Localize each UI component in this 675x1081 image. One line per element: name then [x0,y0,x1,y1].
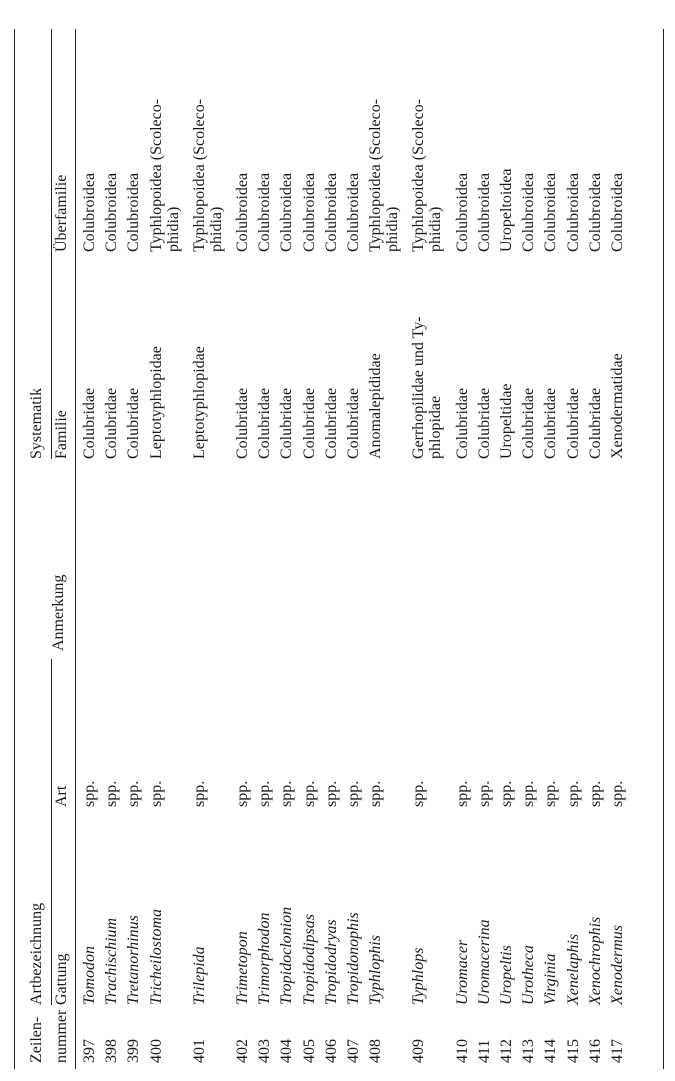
row-familie: Colubridae [81,387,98,459]
row-gattung: Uropeltis [498,945,515,1005]
row-ueberfamilie: Colubroidea [300,172,318,252]
row-nummer: 411 [475,1039,493,1063]
row-ueberfamilie: Colubroidea [542,172,560,252]
row-familie: Colubridae [475,387,493,459]
row-gattung: Typhlops [410,947,428,1005]
row-art: spp. [322,780,340,807]
row-familie: Colubridae [125,387,143,459]
row-art: spp. [103,780,121,807]
row-nummer: 409 [410,1039,428,1063]
row-art: spp. [147,780,165,807]
row-familie-continued: phlopidae [427,395,445,459]
row-familie: Xenodermatidae [609,353,626,459]
row-nummer: 397 [81,1039,98,1063]
row-gattung: Uromacer [453,939,471,1005]
row-ueberfamilie: Colubroidea [103,172,121,252]
top-rule [14,29,15,1069]
row-gattung: Tropidodryas [322,919,340,1005]
row-familie: Colubridae [345,387,362,459]
row-art: spp. [81,780,98,807]
row-gattung: Xenodermus [609,925,626,1005]
row-ueberfamilie-continued: phidia) [384,206,402,252]
row-nummer: 398 [103,1039,121,1063]
row-ueberfamilie: Typhlopoidea (Scoleco- [410,98,428,252]
header-zeilennummer-line2: nummer [53,1009,70,1063]
row-familie: Colubridae [520,387,538,459]
row-art: spp. [256,780,274,807]
row-art: spp. [410,780,428,807]
row-familie: Anomalepididae [367,353,385,459]
row-familie: Colubridae [234,387,251,459]
bottom-rule [663,29,664,1069]
row-gattung: Typhlophis [367,935,385,1005]
row-art: spp. [367,780,385,807]
header-systematik: Systematik [28,387,45,459]
row-nummer: 403 [256,1039,274,1063]
row-nummer: 399 [125,1039,143,1063]
row-gattung: Xenelaphis [564,933,582,1005]
row-art: spp. [345,780,362,807]
row-gattung: Uromacerina [475,919,493,1005]
header-art: Art [53,785,70,807]
row-gattung: Tretanorhinus [125,915,143,1005]
row-nummer: 402 [234,1039,251,1063]
row-ueberfamilie: Uropeltoidea [498,168,515,252]
row-nummer: 415 [564,1039,582,1063]
row-art: spp. [475,780,493,807]
row-gattung: Trimorphodon [256,912,274,1005]
row-art: spp. [190,780,208,807]
row-familie: Uropeltidae [498,383,515,459]
row-nummer: 414 [542,1039,560,1063]
row-ueberfamilie: Colubroidea [256,172,274,252]
row-art: spp. [520,780,538,807]
row-ueberfamilie: Typhlopoidea (Scoleco- [147,98,165,252]
row-ueberfamilie: Typhlopoidea (Scoleco- [190,98,208,252]
row-gattung: Xenochrophis [586,916,604,1005]
row-familie: Colubridae [453,387,471,459]
row-art: spp. [609,780,626,807]
row-ueberfamilie: Colubroidea [81,172,98,252]
row-familie: Colubridae [542,387,560,459]
row-ueberfamilie: Colubroidea [520,172,538,252]
row-ueberfamilie: Typhlopoidea (Scoleco- [367,98,385,252]
row-familie: Colubridae [278,387,296,459]
row-ueberfamilie: Colubroidea [322,172,340,252]
row-gattung: Tropidoclonion [278,906,296,1005]
row-nummer: 413 [520,1039,538,1063]
row-familie: Colubridae [322,387,340,459]
row-art: spp. [125,780,143,807]
row-nummer: 404 [278,1039,296,1063]
row-nummer: 408 [367,1039,385,1063]
row-ueberfamilie-continued: phidia) [427,206,445,252]
row-ueberfamilie-continued: phidia) [207,206,225,252]
row-nummer: 401 [190,1039,208,1063]
row-familie: Gerrhopilidae und Ty- [410,316,428,459]
row-art: spp. [564,780,582,807]
header-gattung: Gattung [53,953,70,1005]
row-art: spp. [453,780,471,807]
row-art: spp. [278,780,296,807]
row-nummer: 400 [147,1039,165,1063]
header-artbezeichnung: Artbezeichnung [28,902,45,1005]
row-familie: Leptotyphlopidae [190,346,208,459]
row-ueberfamilie: Colubroidea [234,172,251,252]
row-ueberfamilie: Colubroidea [345,172,362,252]
row-nummer: 416 [586,1039,604,1063]
row-ueberfamilie-continued: phidia) [164,206,182,252]
row-gattung: Tropidonophis [345,912,362,1005]
header-zeilennummer-line1: Zeilen- [28,1016,45,1063]
row-nummer: 406 [322,1039,340,1063]
row-gattung: Tropidodipsas [300,914,318,1005]
row-familie: Leptotyphlopidae [147,346,165,459]
row-art: spp. [300,780,318,807]
header-bottom-rule [75,29,76,1069]
header-ueberfamilie: Überfamilie [53,174,70,252]
row-familie: Colubridae [564,387,582,459]
row-nummer: 417 [609,1039,626,1063]
row-gattung: Urotheca [520,945,538,1005]
row-art: spp. [586,780,604,807]
row-ueberfamilie: Colubroidea [475,172,493,252]
row-ueberfamilie: Colubroidea [125,172,143,252]
header-familie: Familie [53,410,70,459]
row-nummer: 412 [498,1039,515,1063]
row-art: spp. [498,780,515,807]
header-anmerkung: Anmerkung [50,574,67,651]
row-gattung: Tricheilostoma [147,908,165,1005]
row-nummer: 410 [453,1039,471,1063]
row-ueberfamilie: Colubroidea [609,172,626,252]
group-rule-artbezeichnung [51,659,52,1005]
row-gattung: Virginia [542,953,560,1005]
row-nummer: 405 [300,1039,318,1063]
row-ueberfamilie: Colubroidea [586,172,604,252]
row-gattung: Trimetopon [234,931,251,1005]
row-art: spp. [234,780,251,807]
row-familie: Colubridae [586,387,604,459]
row-art: spp. [542,780,560,807]
group-rule-systematik [51,29,52,459]
row-nummer: 407 [345,1039,362,1063]
row-familie: Colubridae [256,387,274,459]
row-ueberfamilie: Colubroidea [278,172,296,252]
row-gattung: Trilepida [190,946,208,1005]
row-gattung: Tomodon [81,946,98,1005]
row-familie: Colubridae [300,387,318,459]
row-gattung: Trachischium [103,917,121,1005]
row-ueberfamilie: Colubroidea [453,172,471,252]
row-ueberfamilie: Colubroidea [564,172,582,252]
species-table [14,29,664,1069]
row-familie: Colubridae [103,387,121,459]
